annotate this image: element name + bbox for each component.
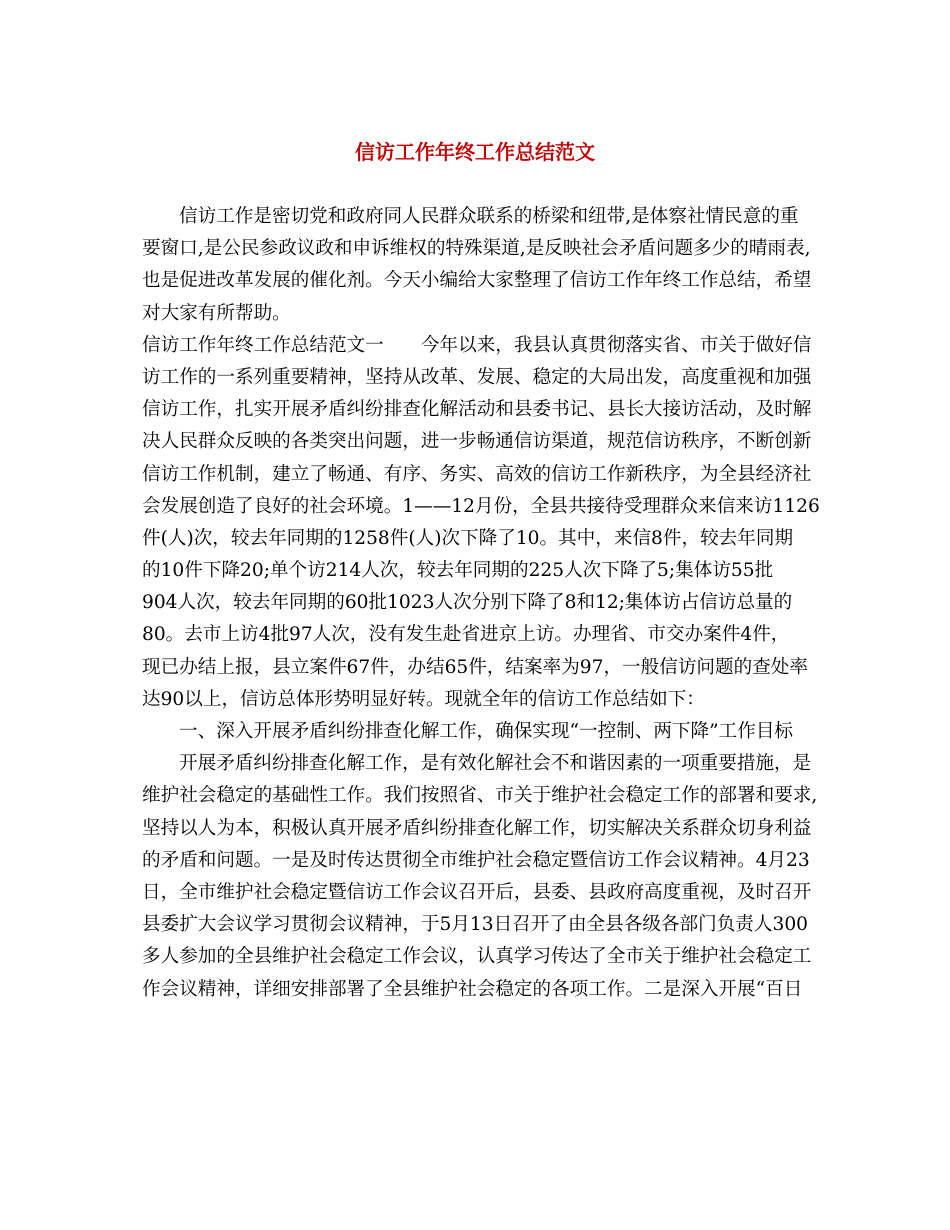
body-line: 信访工作机制，建立了畅通、有序、务实、高效的信访工作新秩序，为全县经济社 (142, 463, 812, 485)
body-line: 维护社会稳定的基础性工作。我们按照省、市关于维护社会稳定工作的部署和要求, (142, 785, 818, 807)
body-line: 决人民群众反映的各类突出问题，进一步畅通信访渠道，规范信访秩序，不断创新 (142, 431, 812, 453)
body-line: 一、深入开展矛盾纠纷排查化解工作，确保实现“一控制、两下降”工作目标 (179, 721, 794, 742)
body-line: 信访工作是密切党和政府同人民群众联系的桥梁和纽带,是体察社情民意的重 (179, 206, 799, 227)
body-line: 多人参加的全县维护社会稳定工作会议，认真学习传达了全市关于维护社会稳定工 (142, 946, 812, 968)
body-line: 会发展创造了良好的社会环境。1——12月份，全县共接待受理群众来信来访1126 (142, 495, 820, 517)
document-title: 信访工作年终工作总结范文 (355, 140, 595, 164)
body-line: 的10件下降20;单个访214人次，较去年同期的225人次下降了5;集体访55批 (142, 560, 774, 582)
body-line: 开展矛盾纠纷排查化解工作，是有效化解社会不和谐因素的一项重要措施，是 (179, 753, 812, 775)
body-line: 对大家有所帮助。 (142, 302, 291, 324)
body-line: 80。去市上访4批97人次，没有发生赴省进京上访。办理省、市交办案件4件， (142, 624, 790, 646)
body-line: 作会议精神，详细安排部署了全县维护社会稳定的各项工作。二是深入开展“百日 (142, 978, 803, 1000)
body-line: 达90以上，信访总体形势明显好转。现就全年的信访工作总结如下： (142, 688, 705, 710)
body-line: 现已办结上报，县立案件67件，办结65件，结案率为97，一般信访问题的查处率 (142, 656, 808, 678)
body-line: 信访工作年终工作总结范文一 今年以来，我县认真贯彻落实省、市关于做好信 (142, 334, 812, 356)
body-line: 也是促进改革发展的催化剂。今天小编给大家整理了信访工作年终工作总结，希望 (142, 270, 812, 292)
body-line: 的矛盾和问题。一是及时传达贯彻全市维护社会稳定暨信访工作会议精神。4月23 (142, 849, 810, 871)
body-line: 县委扩大会议学习贯彻会议精神，于5月13日召开了由全县各级各部门负责人300 (142, 914, 808, 936)
body-line: 904人次，较去年同期的60批1023人次分别下降了8和12;集体访占信访总量的 (142, 592, 793, 614)
body-line: 坚持以人为本，积极认真开展矛盾纠纷排查化解工作，切实解决关系群众切身利益 (142, 817, 812, 839)
body-line: 信访工作，扎实开展矛盾纠纷排查化解活动和县委书记、县长大接访活动，及时解 (142, 399, 812, 421)
document-body (142, 201, 822, 1006)
body-line: 日，全市维护社会稳定暨信访工作会议召开后，县委、县政府高度重视，及时召开 (142, 881, 812, 903)
body-line: 访工作的一系列重要精神，坚持从改革、发展、稳定的大局出发，高度重视和加强 (142, 366, 812, 388)
body-line: 件(人)次，较去年同期的1258件(人)次下降了10。其中，来信8件，较去年同期 (142, 527, 794, 549)
body-line: 要窗口,是公民参政议政和申诉维权的特殊渠道,是反映社会矛盾问题多少的晴雨表, (142, 238, 811, 260)
